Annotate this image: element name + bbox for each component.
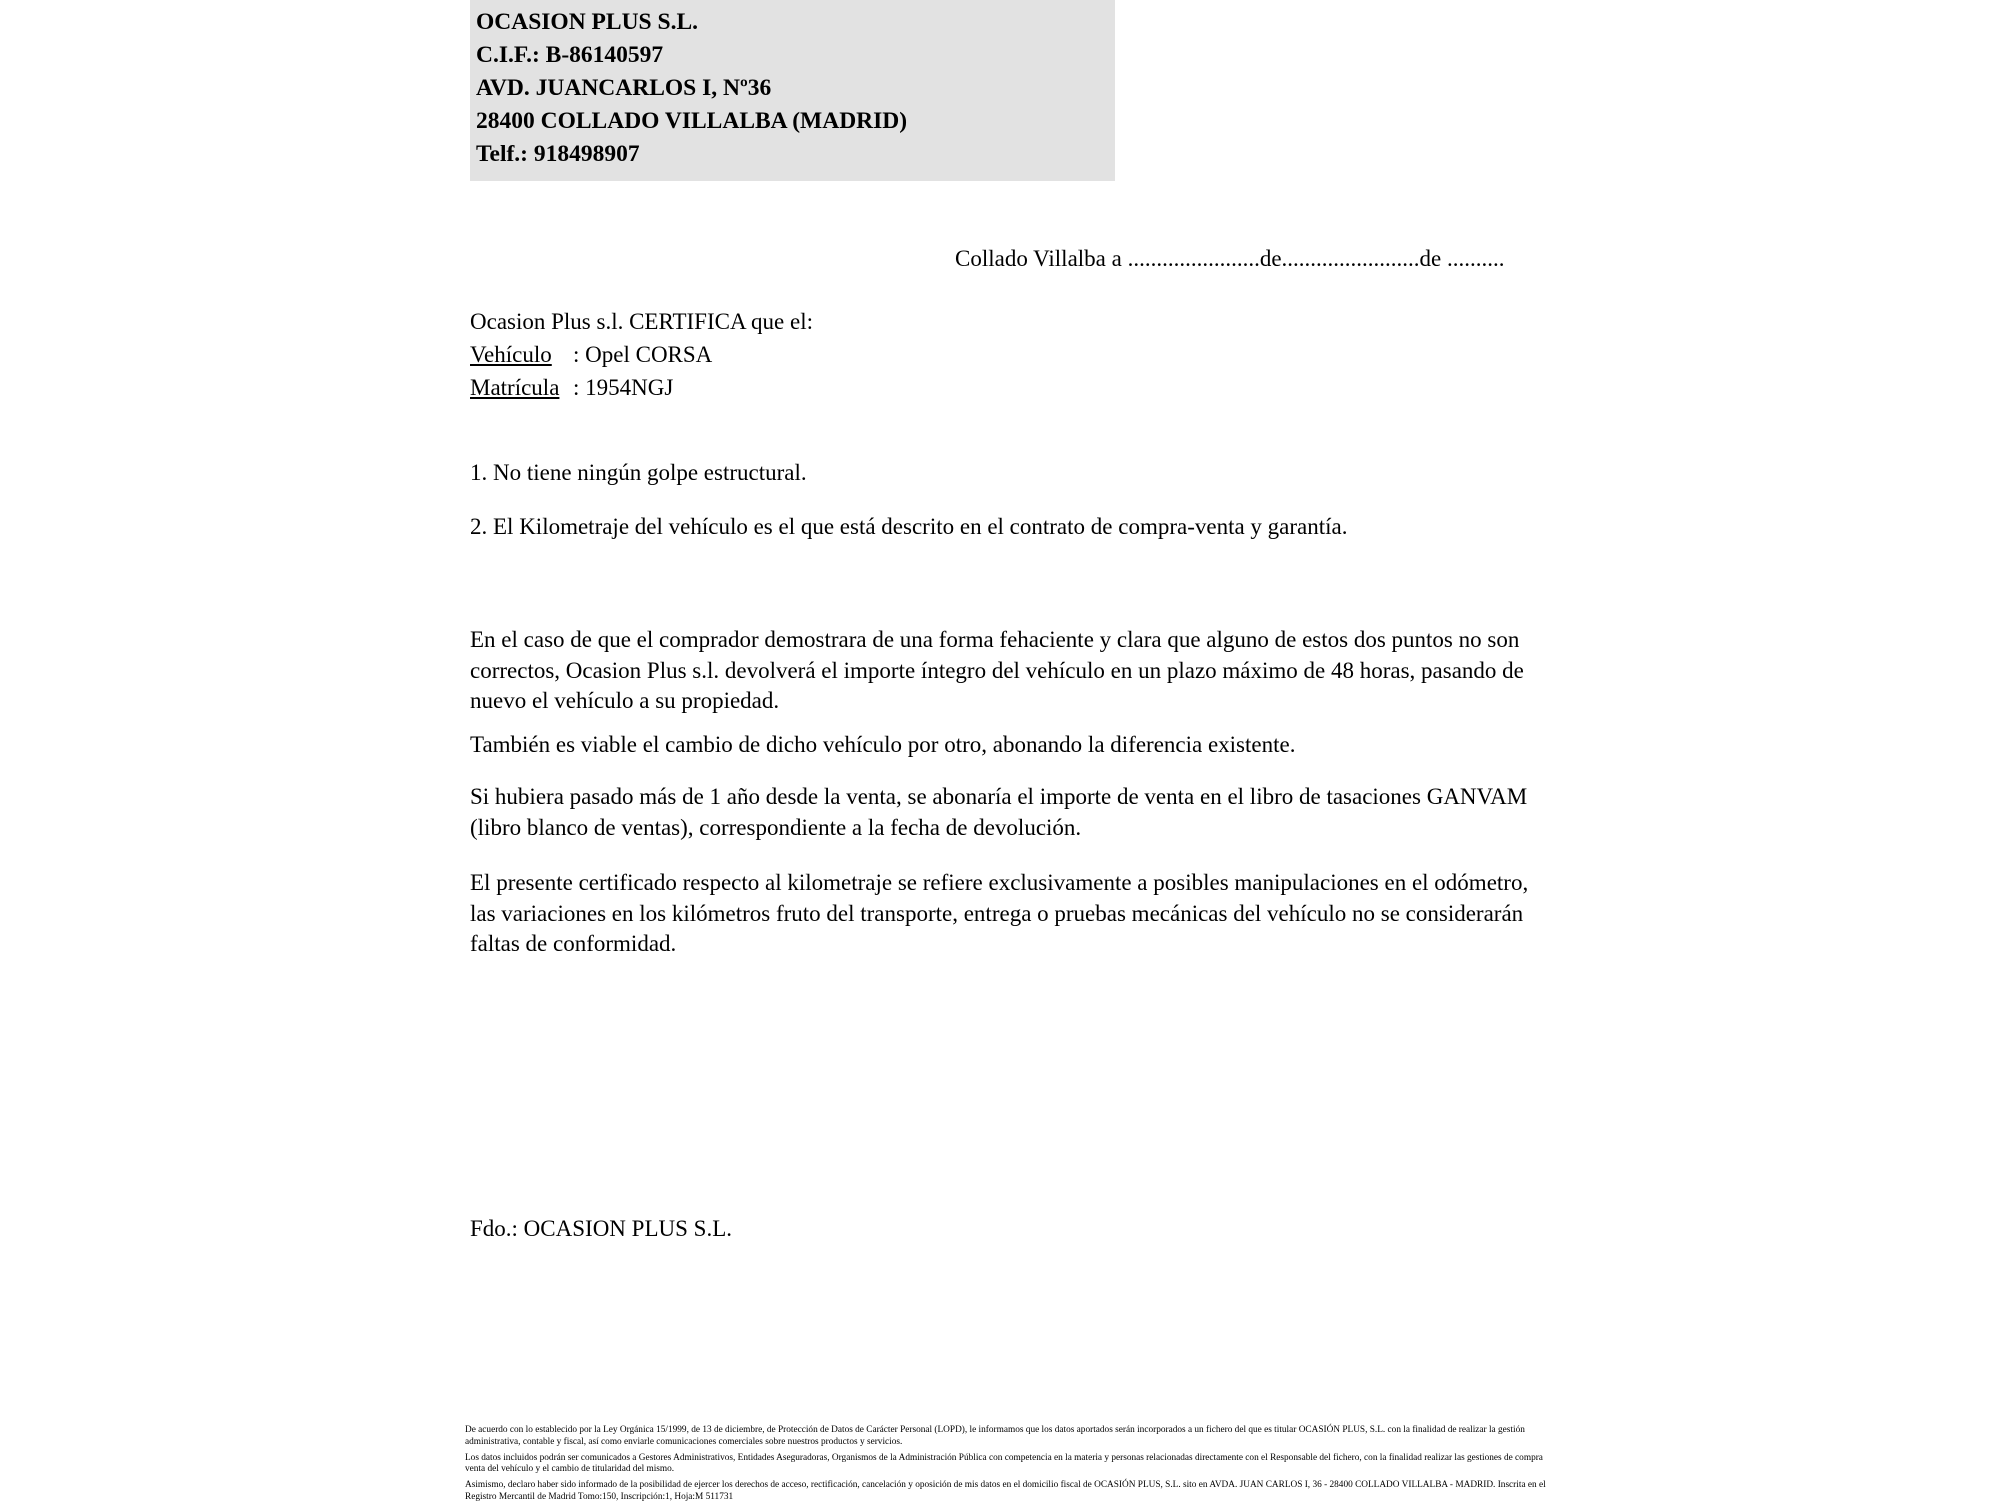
company-name: OCASION PLUS S.L. [476,9,698,35]
point-item-2: 2. El Kilometraje del vehículo es el que está descrito en el contrato de compra-venta y garantía. [470,514,1348,539]
plate-value: : 1954NGJ [573,375,674,400]
legal-paragraph-2: Los datos incluidos podrán ser comunicados a Gestores Administrativos, Entidades Aseguradoras, Organismos de la Administración Pública con competencia en la materia y personas relacionadas directamente con el Responsable del fichero, con la finalidad realizar las gestiones de compra venta del vehículo y el cambio de titularidad del mismo. [465,1452,1543,1475]
paragraph-one-year: Si hubiera pasado más de 1 año desde la venta, se abonaría el importe de venta en el libro de tasaciones GANVAM (libro blanco de ventas), correspondiente a la fecha de devolución. [470,784,1528,840]
vehicle-value: : Opel CORSA [573,342,713,367]
plate-label: Matrícula [470,375,560,400]
company-address-city: 28400 COLLADO VILLALBA (MADRID) [476,108,908,134]
legal-paragraph-1: De acuerdo con lo establecido por la Ley Orgánica 15/1999, de 13 de diciembre, de Protección de Datos de Carácter Personal (LOPD), le informamos que los datos aportados serán incorporados a un fichero del que es titular OCASIÓN PLUS, S.L. con la finalidad de realizar la gestión administrativa, contable y fiscal, así como enviarle comunicaciones comerciales sobre nuestros productos y servicios. [465,1425,1525,1447]
vehicle-label: Vehículo [470,342,552,367]
paragraph-refund: En el caso de que el comprador demostrara de una forma fehaciente y clara que alguno de estos dos puntos no son correctos, Ocasion Plus s.l. devolverá el importe íntegro del vehículo en un plazo máximo de 48 horas, pasando de nuevo el vehículo a su propiedad. [470,627,1524,713]
date-line: Collado Villalba a .......................de........................de .......... [955,246,1505,271]
company-phone: Telf.: 918498907 [476,141,640,167]
point-item-1: 1. No tiene ningún golpe estructural. [470,460,807,485]
plate-row [470,371,813,404]
vehicle-row [470,338,813,371]
certification-intro: Ocasion Plus s.l. CERTIFICA que el: [470,309,813,334]
certification-block [470,305,813,404]
company-address-street: AVD. JUANCARLOS I, Nº36 [476,75,772,101]
paragraph-odometer: El presente certificado respecto al kilometraje se refiere exclusivamente a posibles manipulaciones en el odómetro, las variaciones en los kilómetros fruto del transporte, entrega o pruebas mecánicas del vehículo no se considerarán faltas de conformidad. [470,870,1529,956]
company-letterhead [470,0,1115,181]
legal-footer [465,1425,1555,1504]
paragraph-exchange: También es viable el cambio de dicho vehículo por otro, abonando la diferencia existente. [470,732,1296,757]
company-cif: C.I.F.: B-86140597 [476,42,664,68]
signature-line: Fdo.: OCASION PLUS S.L. [470,1216,732,1241]
legal-paragraph-3: Asimismo, declaro haber sido informado de la posibilidad de ejercer los derechos de acceso, rectificación, cancelación y oposición de mis datos en el domicilio fiscal de OCASIÓN PLUS, S.L. sito en AVDA. JUAN CARLOS I, 36 - 28400 COLLADO VILLALBA - MADRID. Inscrita en el Registro Mercantil de Madrid Tomo:150, Inscripción:1, Hoja:M 511731 [465,1480,1546,1502]
